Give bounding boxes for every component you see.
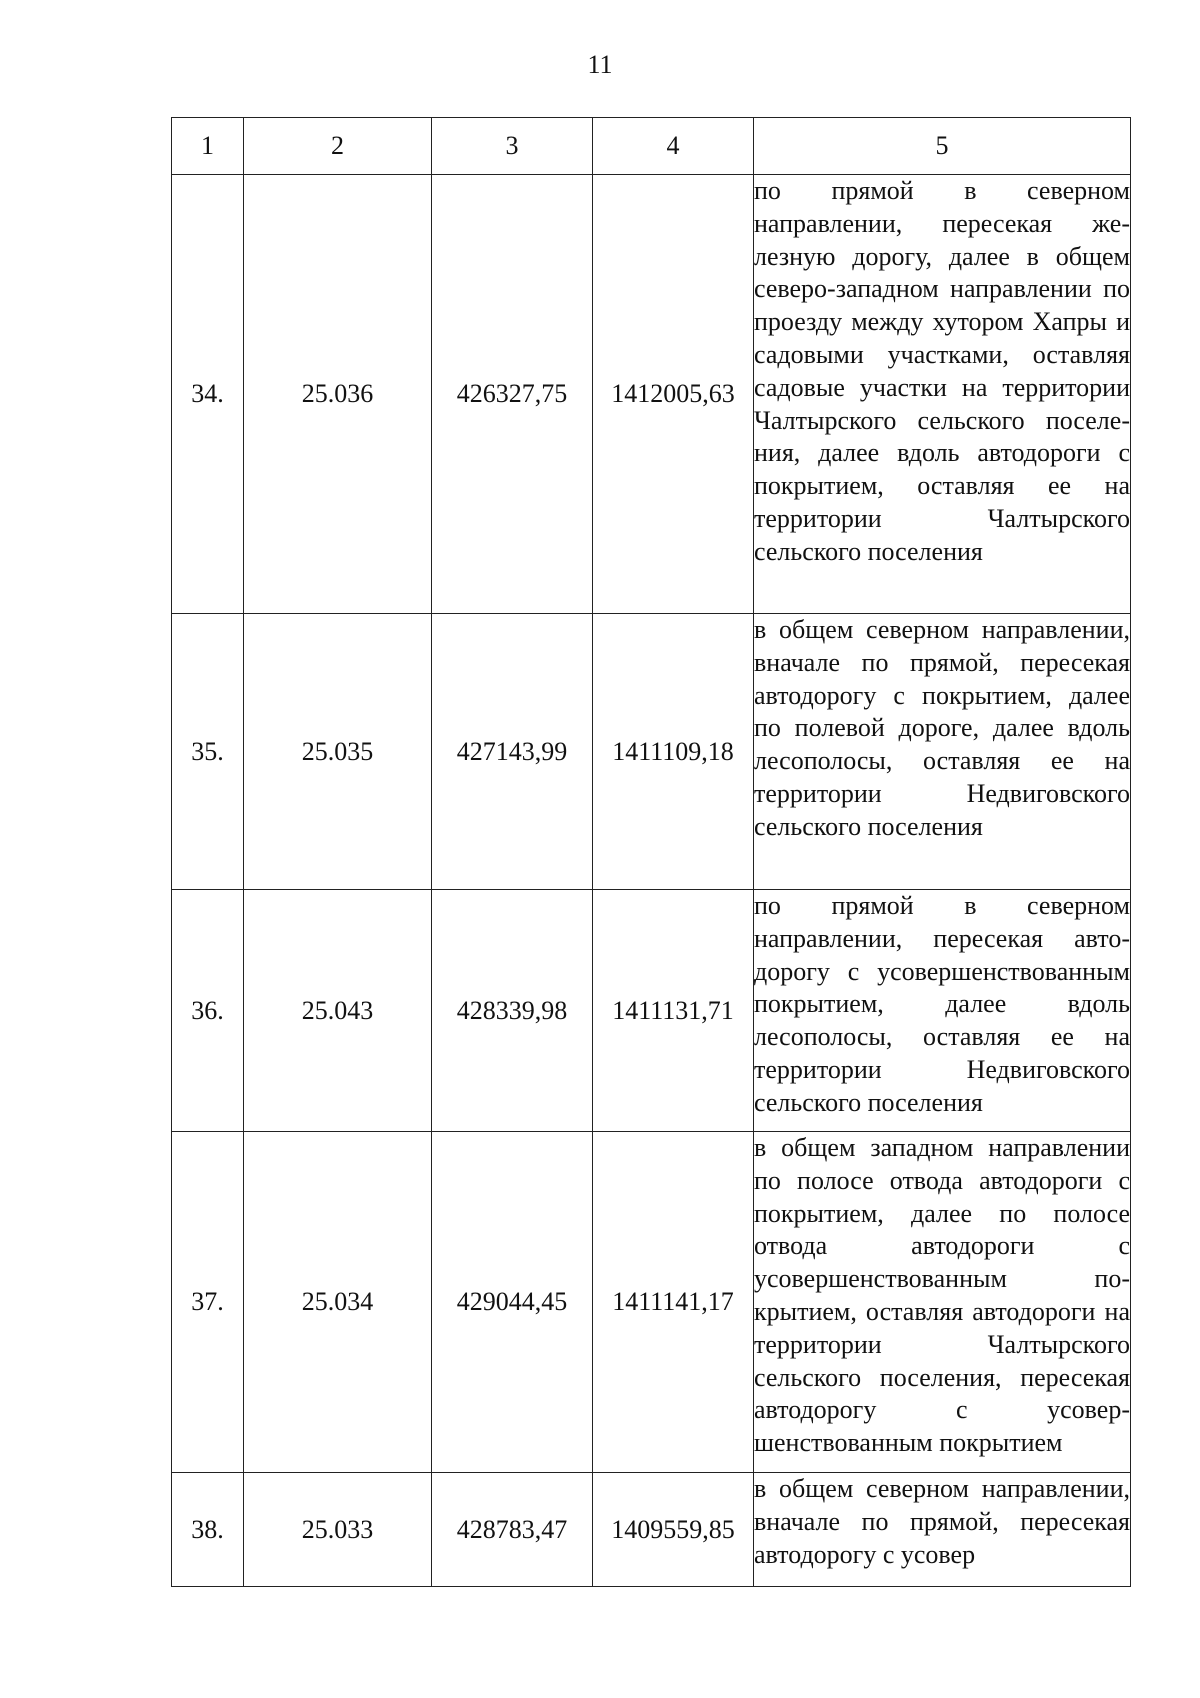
row-number: 35. [172, 614, 244, 890]
coordinate-y: 1411141,17 [593, 1132, 754, 1473]
coordinate-x: 428783,47 [432, 1473, 593, 1587]
coordinate-x: 428339,98 [432, 890, 593, 1132]
table-row [172, 1132, 1131, 1473]
row-number: 34. [172, 175, 244, 614]
header-col-3: 3 [432, 118, 593, 175]
coordinate-x: 426327,75 [432, 175, 593, 614]
header-col-2: 2 [244, 118, 432, 175]
header-col-5: 5 [754, 118, 1131, 175]
coordinate-y: 1412005,63 [593, 175, 754, 614]
table-row [172, 614, 1131, 890]
row-number: 36. [172, 890, 244, 1132]
header-col-4: 4 [593, 118, 754, 175]
point-id: 25.034 [244, 1132, 432, 1473]
point-id: 25.033 [244, 1473, 432, 1587]
row-number: 38. [172, 1473, 244, 1587]
point-id: 25.043 [244, 890, 432, 1132]
boundary-description: в общем западном направлении по полосе отвода автодороги с покрытием, далее по полосе отвода автодороги с усовершенствованным покрытием, оставляя автодороги на территории Чалтырского сельского поселения, пересекая автодорогу с усовершенствованным покрытием [754, 1132, 1131, 1473]
boundary-description: в общем северном направлении, вначале по прямой, пересекая автодорогу с усовер [754, 1474, 1130, 1569]
boundary-description-cell [754, 1473, 1131, 1587]
coordinate-x: 427143,99 [432, 614, 593, 890]
coordinate-y: 1409559,85 [593, 1473, 754, 1587]
coordinate-y: 1411131,71 [593, 890, 754, 1132]
table-row [172, 1473, 1131, 1587]
row-number: 37. [172, 1132, 244, 1473]
page-number: 11 [587, 50, 613, 79]
coordinate-x: 429044,45 [432, 1132, 593, 1473]
point-id: 25.035 [244, 614, 432, 890]
header-col-1: 1 [172, 118, 244, 175]
boundary-description: по прямой в северном направлении, пересекая автодорогу с усовершенствованным покрытием, далее вдоль лесополосы, оставляя ее на территории Недвиговского сельского поселения [754, 890, 1131, 1132]
table-row [172, 890, 1131, 1132]
boundary-description: по прямой в северном направлении, пересекая железную дорогу, далее в общем северо-западном направлении по проезду между хутором Хапры и садовыми участками, оставляя садовые участки на территории Чалтырского сельского поселения, далее вдоль автодороги с покрытием, оставляя ее на территории Чалтырского сельского поселения [754, 175, 1131, 614]
table-header-row [172, 118, 1131, 175]
coordinate-y: 1411109,18 [593, 614, 754, 890]
table-row [172, 175, 1131, 614]
point-id: 25.036 [244, 175, 432, 614]
boundary-table [171, 117, 1131, 1587]
boundary-description: в общем северном направлении, вначале по прямой, пересекая автодорогу с покрытием, далее по полевой дороге, далее вдоль лесополосы, оставляя ее на территории Недвиговского сельского поселения [754, 614, 1131, 890]
